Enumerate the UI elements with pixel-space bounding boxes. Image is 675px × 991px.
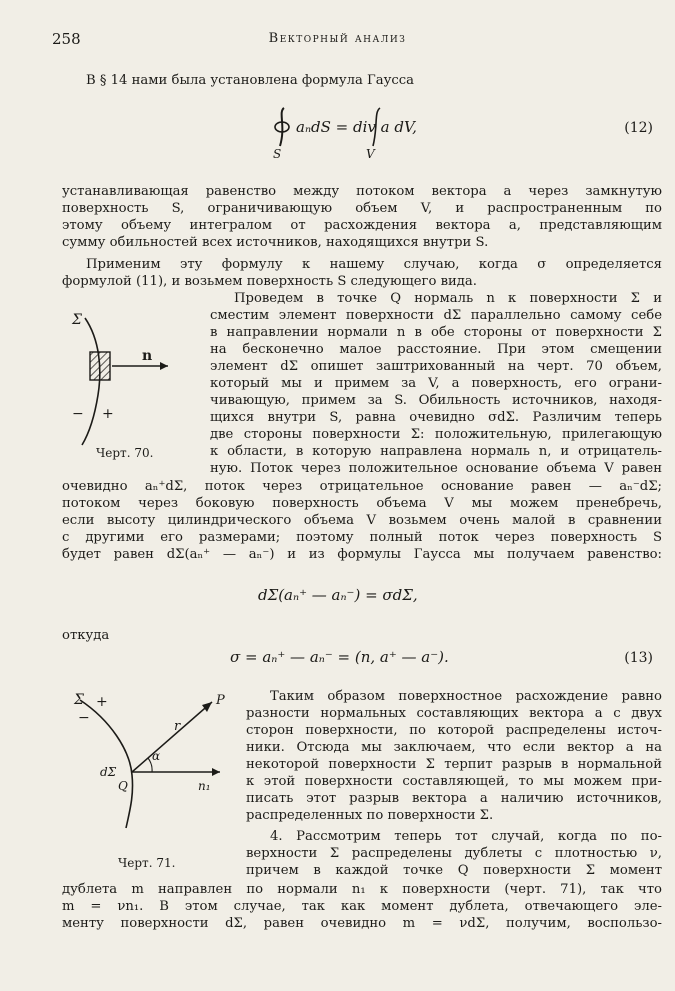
page-number: 258 [52, 30, 81, 48]
text-line: чивающую, примем за S. Обильность источников, находя- [210, 393, 662, 408]
radius-vector-r [132, 702, 212, 772]
label-r: r [174, 719, 181, 734]
text-line: две стороны поверхности Σ: положительную, прилегающую [210, 427, 662, 442]
text-line: ную. Поток через положительное основание объема V равен [210, 461, 662, 476]
label-sigma: Σ [74, 692, 84, 708]
label-sigma: Σ [72, 312, 82, 328]
text-line: потоком через боковую поверхность объема V мы можем пренебречь, [62, 496, 662, 511]
equation-number: (13) [624, 650, 653, 666]
label-minus: − [78, 710, 90, 726]
flux-equation: dΣ(aₙ⁺ — aₙ⁻) = σdΣ, [258, 586, 418, 604]
figure-70-caption: Черт. 70. [96, 446, 154, 460]
text-line: устанавливающая равенство между потоком вектора a через замкнутую [62, 184, 662, 199]
text-line: 4. Рассмотрим теперь тот случай, когда по по- [270, 829, 662, 844]
gauss-equation: aₙdS = div a dV, [296, 118, 417, 136]
text-line: некоторой поверхности Σ терпит разрыв в нормальной [246, 757, 662, 772]
label-alpha: α [152, 749, 161, 763]
text-line: этому объему интегралом от расхождения вектора a, представляющим [62, 218, 662, 233]
figure-71-caption: Черт. 71. [118, 856, 176, 870]
text-line: разности нормальных составляющих вектора a с двух [246, 706, 662, 721]
text-line: В § 14 нами была установлена формула Гаусса [86, 73, 415, 88]
text-line: верхности Σ распределены дублеты с плотностью ν, [246, 846, 662, 861]
label-n1: n₁ [198, 779, 211, 793]
text-line: поверхность S, ограничивающую объем V, и распространенным по [62, 201, 662, 216]
figure-71 [70, 690, 240, 830]
text-line: Таким образом поверхностное расхождение равно [270, 689, 662, 704]
text-line: сместим элемент поверхности dΣ параллельно самому себе [210, 308, 662, 323]
text-line: Применим эту формулу к нашему случаю, когда σ определяется [86, 257, 662, 272]
label-plus: + [102, 406, 114, 422]
equation-number: (12) [624, 120, 653, 136]
text-line: если высоту цилиндрического объема V возьмем очень малой в сравнении [62, 513, 662, 528]
text-line: к области, в которую направлена нормаль n, и отрицатель- [210, 444, 662, 459]
text-line: щихся внутри S, равна очевидно σdΣ. Различим теперь [210, 410, 662, 425]
text-line: на бесконечно малое расстояние. При этом смещении [210, 342, 662, 357]
text-line: менту поверхности dΣ, равен очевидно m = νdΣ, получим, воспользо- [62, 916, 662, 931]
label-plus: + [96, 694, 108, 710]
text-otkuda: откуда [62, 628, 110, 643]
hatched-volume [90, 352, 110, 380]
text-line: дублета m направлен по нормали n₁ к поверхности (черт. 71), так что [62, 882, 662, 897]
text-line: очевидно aₙ⁺dΣ, поток через отрицательное основание равен — aₙ⁻dΣ; [62, 479, 662, 494]
running-title: Векторный анализ [268, 31, 407, 46]
text-line: причем в каждой точке Q поверхности Σ момент [246, 863, 662, 878]
text-line: распределенных по поверхности Σ. [246, 808, 494, 823]
text-line: m = νn₁. В этом случае, так как момент дублета, отвечающего эле- [62, 899, 662, 914]
text-line: сумму обильностей всех источников, находящихся внутри S. [62, 235, 489, 250]
text-line: который мы и примем за V, а поверхность, его ограни- [210, 376, 662, 391]
text-line: с другими его размерами; поэтому полный поток через поверхность S [62, 530, 662, 545]
label-p: P [216, 693, 225, 708]
text-line: формулой (11), и возьмем поверхность S следующего вида. [62, 274, 477, 289]
text-line: к этой поверхности составляющей, то мы можем при- [246, 774, 662, 789]
text-line: Проведем в точке Q нормаль n к поверхности Σ и [234, 291, 662, 306]
gauss-lower-limit-s: S [273, 147, 282, 161]
figure-70 [60, 300, 205, 450]
label-minus: − [72, 406, 84, 422]
label-dsigma: dΣ [100, 765, 117, 779]
label-q: Q [118, 779, 128, 793]
text-line: писать этот разрыв вектора a наличию источников, [246, 791, 662, 806]
text-line: элемент dΣ опишет заштрихованный на черт. 70 объем, [210, 359, 662, 374]
text-line: сторон поверхности, по которой распределены источ- [246, 723, 662, 738]
surface-sigma-curve [82, 318, 100, 445]
text-line: в направлении нормали n в обе стороны от поверхности Σ [210, 325, 662, 340]
sigma-equation: σ = aₙ⁺ — aₙ⁻ = (n, a⁺ — a⁻). [230, 648, 449, 666]
gauss-lower-limit-v: V [366, 147, 375, 161]
text-line: будет равен dΣ(aₙ⁺ — aₙ⁻) и из формулы Гаусса мы получаем равенство: [62, 547, 662, 562]
text-line: ники. Отсюда мы заключаем, что если вектор a на [246, 740, 662, 755]
label-n: n [142, 348, 153, 364]
contour-integral-sign [270, 106, 294, 148]
